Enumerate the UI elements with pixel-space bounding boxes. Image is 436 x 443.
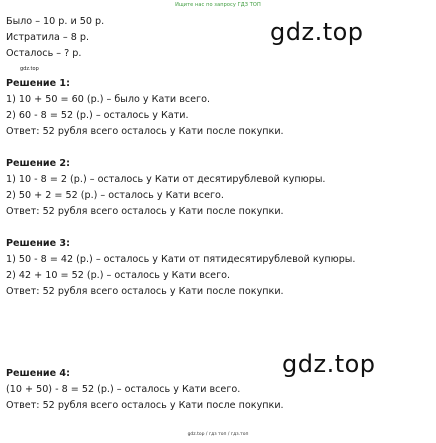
condition-line-left: Осталось – ? р. [6,48,82,59]
solution-3-step-2: 2) 42 + 10 = 52 (р.) – осталось у Кати всего. [6,270,231,281]
condition-line-spent: Истратила – 8 р. [6,32,90,43]
solution-1-title: Решение 1: [6,78,70,89]
condition-line-was: Было – 10 р. и 50 р. [6,16,105,27]
solution-1-step-2: 2) 60 - 8 = 52 (р.) – осталось у Кати. [6,110,189,121]
solution-3-step-1: 1) 50 - 8 = 42 (р.) – осталось у Кати от пятидесятирублевой купюры. [6,254,356,265]
solution-3-answer: Ответ: 52 рубля всего осталось у Кати после покупки. [6,286,284,297]
solution-1-step-1: 1) 10 + 50 = 60 (р.) – было у Кати всего. [6,94,210,105]
source-label: gdz.top [20,66,39,72]
watermark: gdz.top [270,18,364,46]
solution-2-title: Решение 2: [6,158,70,169]
solution-2-step-1: 1) 10 - 8 = 2 (р.) – осталось у Кати от десятирублевой купюры. [6,174,326,185]
footer-links: gdz.top / гдз топ / гдз.топ [187,432,249,437]
watermark-lower: gdz.top [282,350,376,378]
solution-3-title: Решение 3: [6,238,70,249]
solution-1-answer: Ответ: 52 рубля всего осталось у Кати после покупки. [6,126,284,137]
solution-4-answer: Ответ: 52 рубля всего осталось у Кати после покупки. [6,400,284,411]
search-hint: Ищите нас по запросу ГДЗ ТОП [175,2,261,8]
solution-4-step-1: (10 + 50) - 8 = 52 (р.) – осталось у Кати всего. [6,384,241,395]
solution-2-answer: Ответ: 52 рубля всего осталось у Кати после покупки. [6,206,284,217]
solution-2-step-2: 2) 50 + 2 = 52 (р.) – осталось у Кати всего. [6,190,224,201]
solution-4-title: Решение 4: [6,368,70,379]
